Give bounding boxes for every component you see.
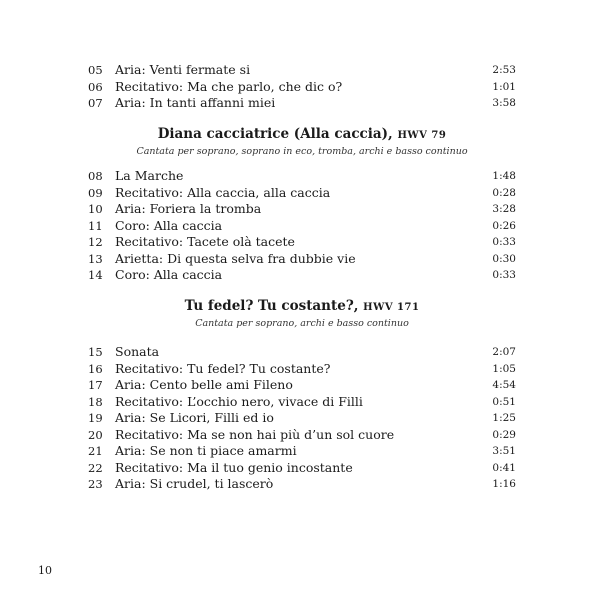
track-duration: 0:51 bbox=[492, 395, 516, 408]
track-row bbox=[88, 234, 516, 251]
track-number: 08 bbox=[88, 169, 103, 183]
track-duration: 0:30 bbox=[492, 252, 516, 265]
track-row bbox=[88, 79, 516, 96]
track-title: Recitativo: L’occhio nero, vivace di Filli bbox=[115, 393, 363, 409]
track-duration: 1:01 bbox=[492, 80, 516, 93]
track-title: Aria: Se non ti piace amarmi bbox=[115, 443, 297, 458]
track-row bbox=[88, 62, 516, 79]
track-title: La Marche bbox=[115, 168, 184, 183]
track-duration: 1:25 bbox=[492, 412, 516, 424]
track-number: 21 bbox=[88, 444, 103, 458]
track-title: Arietta: Di questa selva fra dubbie vie bbox=[115, 250, 356, 266]
track-duration: 3:28 bbox=[492, 203, 516, 215]
track-title: Coro: Alla caccia bbox=[115, 217, 223, 233]
track-number: 07 bbox=[88, 96, 103, 110]
track-title: Aria: Cento belle ami Fileno bbox=[115, 377, 293, 392]
track-duration: 1:05 bbox=[492, 362, 516, 375]
hwv-number: HWV 171 bbox=[363, 302, 420, 313]
track-list-section3 bbox=[88, 344, 516, 493]
track-row bbox=[88, 201, 516, 218]
track-duration: 1:16 bbox=[492, 478, 516, 490]
work-title: Tu fedel? Tu costante?, HWV 171 bbox=[184, 298, 420, 314]
track-title: Sonata bbox=[115, 344, 160, 359]
track-row bbox=[88, 377, 516, 394]
track-row bbox=[88, 185, 516, 202]
track-row bbox=[88, 344, 516, 361]
track-duration: 0:29 bbox=[492, 428, 516, 441]
track-number: 09 bbox=[88, 185, 103, 200]
track-number: 15 bbox=[88, 345, 103, 359]
track-number: 17 bbox=[88, 378, 103, 392]
track-duration: 2:07 bbox=[492, 346, 516, 358]
track-number: 18 bbox=[88, 394, 103, 409]
track-number: 05 bbox=[88, 63, 103, 77]
track-number: 22 bbox=[88, 460, 103, 475]
track-title: Aria: Venti fermate si bbox=[115, 62, 251, 77]
track-number: 13 bbox=[88, 251, 103, 266]
track-number: 10 bbox=[88, 202, 103, 216]
track-row bbox=[88, 361, 516, 378]
track-number: 20 bbox=[88, 427, 103, 442]
track-title: Recitativo: Tacete olà tacete bbox=[115, 234, 295, 249]
track-row bbox=[88, 394, 516, 411]
track-duration: 3:51 bbox=[492, 445, 516, 457]
track-row bbox=[88, 267, 516, 284]
track-title: Aria: Foriera la tromba bbox=[115, 201, 262, 216]
track-row bbox=[88, 460, 516, 477]
track-title: Recitativo: Ma che parlo, che dic o? bbox=[115, 78, 343, 94]
work-subtitle: Cantata per soprano, archi e basso continuo bbox=[195, 318, 409, 329]
track-duration: 3:58 bbox=[492, 97, 516, 109]
track-row bbox=[88, 168, 516, 185]
work-subtitle: Cantata per soprano, soprano in eco, tromba, archi e basso continuo bbox=[136, 146, 468, 157]
track-duration: 0:28 bbox=[492, 186, 516, 199]
track-title: Coro: Alla caccia bbox=[115, 267, 223, 282]
track-title: Aria: In tanti affanni miei bbox=[115, 95, 276, 110]
work-heading-diana bbox=[88, 125, 516, 159]
track-number: 16 bbox=[88, 361, 103, 376]
track-title: Recitativo: Ma il tuo genio incostante bbox=[115, 459, 353, 475]
track-title: Recitativo: Alla caccia, alla caccia bbox=[115, 184, 331, 200]
track-row bbox=[88, 251, 516, 268]
track-duration: 2:53 bbox=[492, 64, 516, 76]
track-list-section2 bbox=[88, 168, 516, 284]
track-title: Recitativo: Tu fedel? Tu costante? bbox=[115, 360, 331, 376]
hwv-number: HWV 79 bbox=[397, 130, 447, 141]
track-number: 14 bbox=[88, 268, 103, 282]
track-number: 23 bbox=[88, 477, 103, 491]
track-row bbox=[88, 443, 516, 460]
track-row bbox=[88, 410, 516, 427]
track-number: 11 bbox=[88, 218, 103, 233]
track-title: Aria: Se Licori, Filli ed io bbox=[115, 410, 274, 425]
track-duration: 1:48 bbox=[492, 170, 516, 182]
track-row bbox=[88, 218, 516, 235]
track-row bbox=[88, 476, 516, 493]
track-duration: 0:33 bbox=[492, 269, 516, 281]
track-number: 06 bbox=[88, 79, 103, 94]
track-title: Aria: Si crudel, ti lascerò bbox=[115, 476, 274, 491]
track-row bbox=[88, 95, 516, 112]
track-number: 12 bbox=[88, 235, 103, 249]
work-heading-tu-fedel bbox=[88, 297, 516, 331]
track-title: Recitativo: Ma se non hai più d’un sol cuore bbox=[115, 426, 395, 442]
work-title: Diana cacciatrice (Alla caccia), HWV 79 bbox=[157, 126, 447, 142]
track-duration: 0:26 bbox=[492, 219, 516, 232]
track-duration: 0:41 bbox=[492, 461, 516, 474]
track-row bbox=[88, 427, 516, 444]
page-number: 10 bbox=[38, 564, 52, 577]
track-list-section1 bbox=[88, 62, 516, 112]
track-number: 19 bbox=[88, 411, 103, 425]
track-duration: 0:33 bbox=[492, 236, 516, 248]
track-duration: 4:54 bbox=[492, 379, 516, 391]
